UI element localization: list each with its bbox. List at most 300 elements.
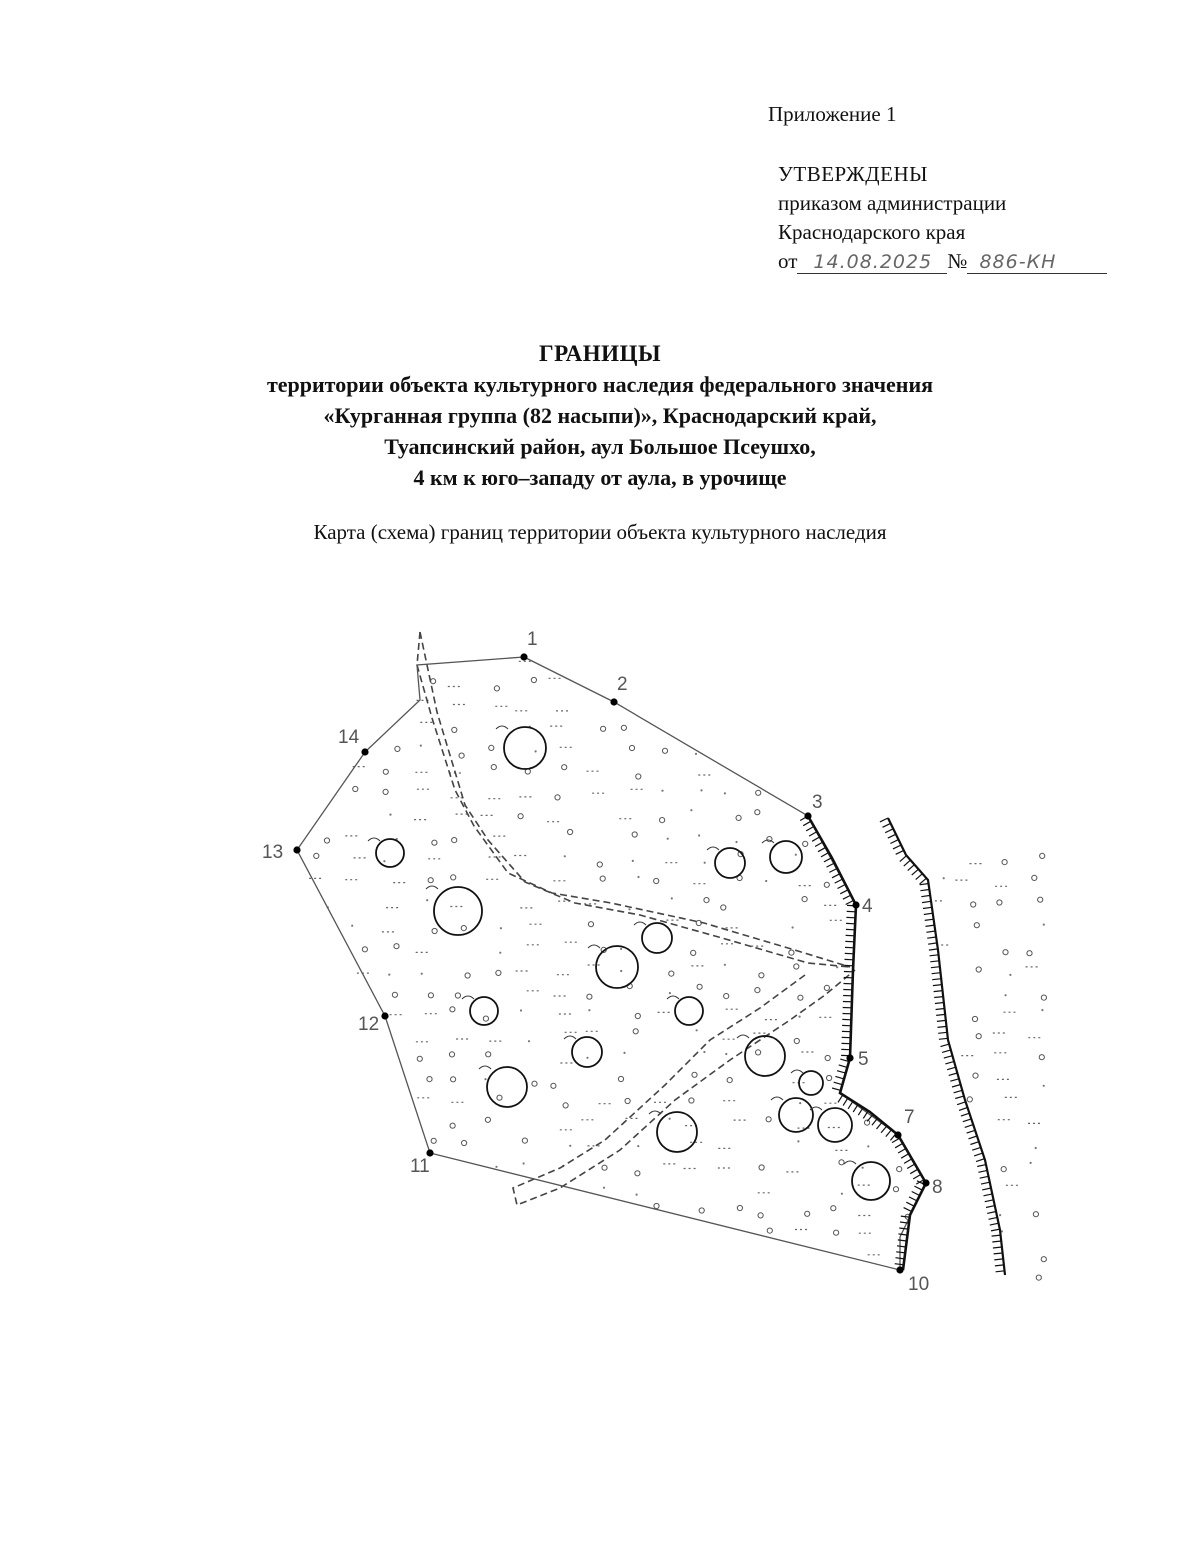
hachure-tick [926,925,935,926]
hachure-tick [812,837,820,842]
boundary-point-label: 13 [262,842,284,863]
hachure-tick [880,818,888,822]
dot-mark [671,897,673,899]
shrub-mark [395,746,400,751]
territory-boundary-line [297,657,926,1270]
hachure-tick [895,1264,904,1265]
dot-mark [499,952,501,954]
shrub-mark [724,994,729,999]
shrub-mark [462,1140,467,1145]
dot-mark [836,966,838,968]
shrub-mark [660,818,665,823]
dot-mark [632,860,634,862]
hachure-tick [912,869,919,875]
shrub-mark [555,795,560,800]
dot-mark [628,908,630,910]
hachure-tick [925,919,934,920]
shrub-mark [531,677,536,682]
hachure-tick [843,1098,848,1106]
hachure-tick [895,1143,903,1148]
shrub-mark [976,967,981,972]
hachure-tick [937,1020,946,1021]
hachure-tick [923,907,932,908]
hachure-tick [892,1138,900,1143]
document-title [150,338,1050,493]
hachure-tick [921,895,930,896]
shrub-mark [563,1103,568,1108]
mound-circle [376,839,404,867]
shrub-mark [654,1203,659,1208]
hachure-tick [924,913,933,914]
hachure-tick [832,874,840,878]
shrub-mark [635,1013,640,1018]
shrub-mark [461,926,466,931]
hachure-tick [938,1026,947,1027]
boundary-point-label: 10 [908,1274,930,1295]
mound-circle [657,1112,697,1152]
boundary-point [610,698,617,705]
boundary-point-labels [262,629,943,1295]
dot-mark [421,973,423,975]
hachure-tick [896,1252,905,1253]
mound-circle [596,946,638,988]
order-issuer-line1: приказом администрации [778,191,1007,215]
shrub-mark [794,1038,799,1043]
mound-marker [771,1097,783,1100]
mound-circle [504,727,546,769]
hachure-tick [945,1061,954,1064]
dot-mark [564,855,566,857]
hachure-tick [927,937,936,938]
shrub-mark [427,1077,432,1082]
hachure-tick [932,973,941,974]
approved-heading: УТВЕРЖДЕНЫ [778,162,928,186]
shrub-mark [600,876,605,881]
hachure-tick [916,874,923,880]
shrub-mark [636,774,641,779]
dot-mark [799,1102,801,1104]
shrub-mark [1027,951,1032,956]
mound-marker [462,996,474,999]
shrub-mark [588,922,593,927]
dot-mark [623,1052,625,1054]
hachure-tick [972,1147,981,1150]
mound-marker [667,996,679,999]
dot-mark [999,1214,1001,1216]
shrub-mark [897,1167,902,1172]
shrub-mark [755,988,760,993]
shrub-mark [789,950,794,955]
mound-circle [572,1037,602,1067]
shrub-mark [669,971,674,976]
hachure-tick [815,842,823,847]
dot-mark [637,876,639,878]
boundary-point [922,1179,929,1186]
shrub-mark [432,928,437,933]
number-prefix: № [947,249,968,273]
shrub-mark [727,1078,732,1083]
dot-mark [669,992,671,994]
hachure-tick [985,1200,994,1202]
dot-mark [696,1029,698,1031]
order-date-handwritten: 14.08.2025 [797,251,947,274]
dot-mark [420,745,422,747]
hachure-tick [928,943,937,944]
dot-mark [351,925,353,927]
boundary-point [894,1131,901,1138]
hachure-tick [904,1208,912,1212]
dot-mark [1005,994,1007,996]
shrub-mark [489,745,494,750]
dot-mark [389,814,391,816]
hachure-tick [935,1003,944,1004]
boundary-point [520,653,527,660]
dot-mark [1030,1162,1032,1164]
shrub-mark [976,1034,981,1039]
hachure-tick [909,1197,917,1201]
shrub-mark [629,745,634,750]
shrub-mark [759,1165,764,1170]
mound-marker [634,922,646,925]
hachure-tick [834,1082,843,1085]
mound-circle [818,1108,852,1142]
shrub-mark [450,1007,455,1012]
hachure-tick [934,997,943,998]
dot-mark [388,974,390,976]
shrub-mark [697,984,702,989]
hachure-tick [838,1095,843,1103]
hachure-tick [840,890,848,894]
shrub-mark [802,897,807,902]
shrub-mark [721,905,726,910]
shrub-mark [971,902,976,907]
mound-marker [588,945,600,948]
dot-mark [569,1145,571,1147]
hachure-tick [976,1159,985,1162]
hachure-tick [838,884,846,888]
hachure-tick [898,1149,906,1154]
shrub-mark [455,993,460,998]
shrub-mark [452,838,457,843]
shrub-mark [362,947,367,952]
boundary-map [0,590,1200,1310]
dot-mark [495,1166,497,1168]
dot-mark [1035,1147,1037,1149]
dot-mark [695,753,697,755]
hachure-tick [803,821,811,826]
shrub-mark [737,1205,742,1210]
shrub-mark [1003,950,1008,955]
shrub-mark [825,1055,830,1060]
hachure-tick [821,853,829,857]
shrub-mark [491,765,496,770]
dot-mark [520,1009,522,1011]
title-main: ГРАНИЦЫ [538,341,662,366]
hachure-tick [950,1079,959,1081]
shrub-mark [551,1083,556,1088]
appendix-label: Приложение 1 [768,102,897,126]
shrub-mark [428,993,433,998]
hachure-tick [914,1186,922,1190]
hachure-tick [886,1130,892,1137]
shrub-mark [494,686,499,691]
hachure-tick [936,1009,945,1010]
shrub-mark [736,815,741,820]
hachure-tick [969,1136,978,1139]
shrub-mark [972,1016,977,1021]
dot-mark [667,838,669,840]
hachure-tick [922,901,931,902]
dot-mark [725,1053,727,1055]
shrub-mark [692,1072,697,1077]
hachure-tick [977,1165,986,1167]
shrub-mark [824,985,829,990]
shrub-mark [602,1165,607,1170]
shrub-mark [1032,875,1037,880]
mound-marker [564,1036,576,1039]
date-prefix: от [778,249,798,273]
dot-mark [1009,974,1011,976]
shrub-mark [1001,1167,1006,1172]
boundary-point-label: 4 [862,896,873,917]
shrub-mark [755,810,760,815]
hachure-tick [806,826,814,831]
hachure-tick [934,991,943,992]
shrub-mark [759,973,764,978]
boundary-point [852,901,859,908]
shrub-mark [431,679,436,684]
hachure-tick [832,1088,841,1090]
hachure-tick [888,834,896,838]
hachure-tick [957,1102,966,1105]
slope-hachure-line [808,816,926,1270]
shrub-mark [704,898,709,903]
boundary-points [293,653,929,1273]
mound-marker [844,1161,856,1164]
hachure-tick [980,1176,989,1178]
shrub-mark [562,765,567,770]
title-line-3: Туапсинский район, аул Большое Псеушхо, [384,434,816,459]
hachure-tick [992,1241,1001,1242]
hachure-tick [827,863,835,867]
shrub-mark [451,1077,456,1082]
shrub-mark [834,1230,839,1235]
hachure-tick [991,1229,1000,1231]
hachure-tick [829,868,837,872]
hachure-tick [941,1044,950,1047]
shrub-mark [635,1171,640,1176]
hachure-tick [920,890,929,891]
shrub-mark [485,1117,490,1122]
hachure-tick [987,1212,996,1214]
shrub-mark [618,1076,623,1081]
hachure-tick [932,979,941,980]
hachure-tick [989,1217,998,1219]
hachure-tick [900,856,907,862]
boundary-point-label: 12 [358,1014,380,1035]
dot-mark [704,862,706,864]
boundary-point-label: 5 [858,1049,869,1070]
shrub-mark [522,1138,527,1143]
order-issuer-line2: Краснодарского края [778,220,966,244]
shrub-mark [1041,1257,1046,1262]
boundary-point-label: 1 [527,629,538,650]
hachure-tick [877,1122,883,1129]
shrub-mark [974,923,979,928]
hachure-tick [837,1071,846,1073]
order-date-number-line [778,247,1107,276]
hachure-tick [809,832,817,837]
dot-mark [528,1040,530,1042]
dot-mark [426,899,428,901]
hachure-tick [959,1108,968,1111]
hachure-tick [898,1240,907,1241]
hachure-tick [961,1113,970,1116]
boundary-point-label: 11 [410,1156,430,1177]
shrub-mark [394,944,399,949]
shrub-mark [496,970,501,975]
hachure-tick [910,1169,918,1174]
shrub-mark [973,1073,978,1078]
mound-circle [434,887,482,935]
hachure-tick [930,955,939,956]
mound-marker [426,886,438,889]
slope-hachure-line-east [888,818,1005,1275]
shrub-mark [483,1016,488,1021]
shrub-mark [803,841,808,846]
dirt-road-north [420,632,850,967]
boundary-point-label: 14 [338,727,360,748]
boundary-point [804,812,811,819]
order-number-handwritten: 886-КН [967,251,1107,274]
title-line-4: 4 км к юго–западу от аула, в урочище [413,465,787,490]
dot-mark [700,789,702,791]
shrub-mark [428,878,433,883]
mound-marker [737,1035,749,1038]
dot-mark [637,1145,639,1147]
dot-mark [703,1051,705,1053]
hachure-tick [872,1118,878,1125]
hachure-tick [893,845,901,849]
hachure-tick [984,1194,993,1196]
hachure-tick [912,1192,920,1196]
shrub-mark [1036,1275,1041,1280]
hachure-tick [896,850,904,854]
hachure-tick [896,1258,905,1259]
hachure-tick [930,961,939,962]
shrub-mark [758,1213,763,1218]
shrub-mark [767,1228,772,1233]
mound-circle [852,1162,890,1200]
hachure-tick [926,931,935,932]
shrub-mark [766,1117,771,1122]
dot-mark [795,854,797,856]
mound-circle [642,923,672,953]
hachure-tick [938,1032,947,1033]
hachure-tick [942,1050,951,1053]
shrub-mark [831,1206,836,1211]
hachure-tick [996,1271,1005,1272]
dot-mark [797,1140,799,1142]
shrub-mark [587,994,592,999]
dot-mark [500,927,502,929]
dot-mark [724,964,726,966]
title-line-2: «Курганная группа (82 насыпи)», Краснодарский край, [323,403,877,428]
mound-marker [479,1066,491,1069]
hachure-tick [899,1234,908,1235]
hachure-tick [986,1206,995,1208]
shrub-mark [601,726,606,731]
hachure-tick [885,829,893,833]
hachure-tick [981,1182,990,1184]
shrub-mark [568,829,573,834]
hachure-tick [901,1216,910,1217]
shrub-mark [625,1098,630,1103]
hachure-tick [994,1253,1003,1254]
hachure-tick [848,1101,853,1109]
hachure-tick [881,1126,887,1133]
mound-marker [707,847,719,850]
dot-mark [620,970,622,972]
shrub-mark [324,838,329,843]
dot-mark [523,1162,525,1164]
shrub-mark [794,964,799,969]
dot-mark [535,750,537,752]
hachure-tick [890,840,898,844]
mound-circle [770,841,802,873]
mound-marker [496,726,508,729]
dot-mark [588,1009,590,1011]
dot-mark [661,790,663,792]
shrub-mark [431,1138,436,1143]
shrub-mark [699,1208,704,1213]
shrub-mark [621,725,626,730]
shrub-mark [497,1095,502,1100]
shrub-mark [654,878,659,883]
hachure-tick [913,1174,921,1179]
hachure-tick [933,985,942,986]
dot-mark [943,877,945,879]
dot-mark [603,1187,605,1189]
shrub-mark [893,1187,898,1192]
dot-mark [690,809,692,811]
slope-hachures [800,816,1004,1272]
boundary-point [381,1012,388,1019]
dot-mark [841,1193,843,1195]
approval-block [778,160,1107,276]
mound-marker [791,1070,803,1073]
dot-mark [867,1145,869,1147]
hachure-tick [993,1247,1002,1248]
boundary-point [846,1054,853,1061]
hachure-tick [897,1246,906,1247]
hachure-tick [853,1104,858,1112]
hachure-tick [907,1164,915,1169]
hachure-tick [835,879,843,883]
dot-mark [620,948,622,950]
shrub-mark [1041,995,1046,1000]
hachure-tick [931,967,940,968]
hachure-tick [970,1142,979,1145]
hachure-tick [952,1085,961,1088]
mound-circle [715,848,745,878]
hachure-tick [990,1223,999,1225]
hachure-tick [835,1076,844,1079]
shrub-mark [662,748,667,753]
shrub-mark [383,789,388,794]
dot-mark [636,1194,638,1196]
shrub-mark [1033,1212,1038,1217]
